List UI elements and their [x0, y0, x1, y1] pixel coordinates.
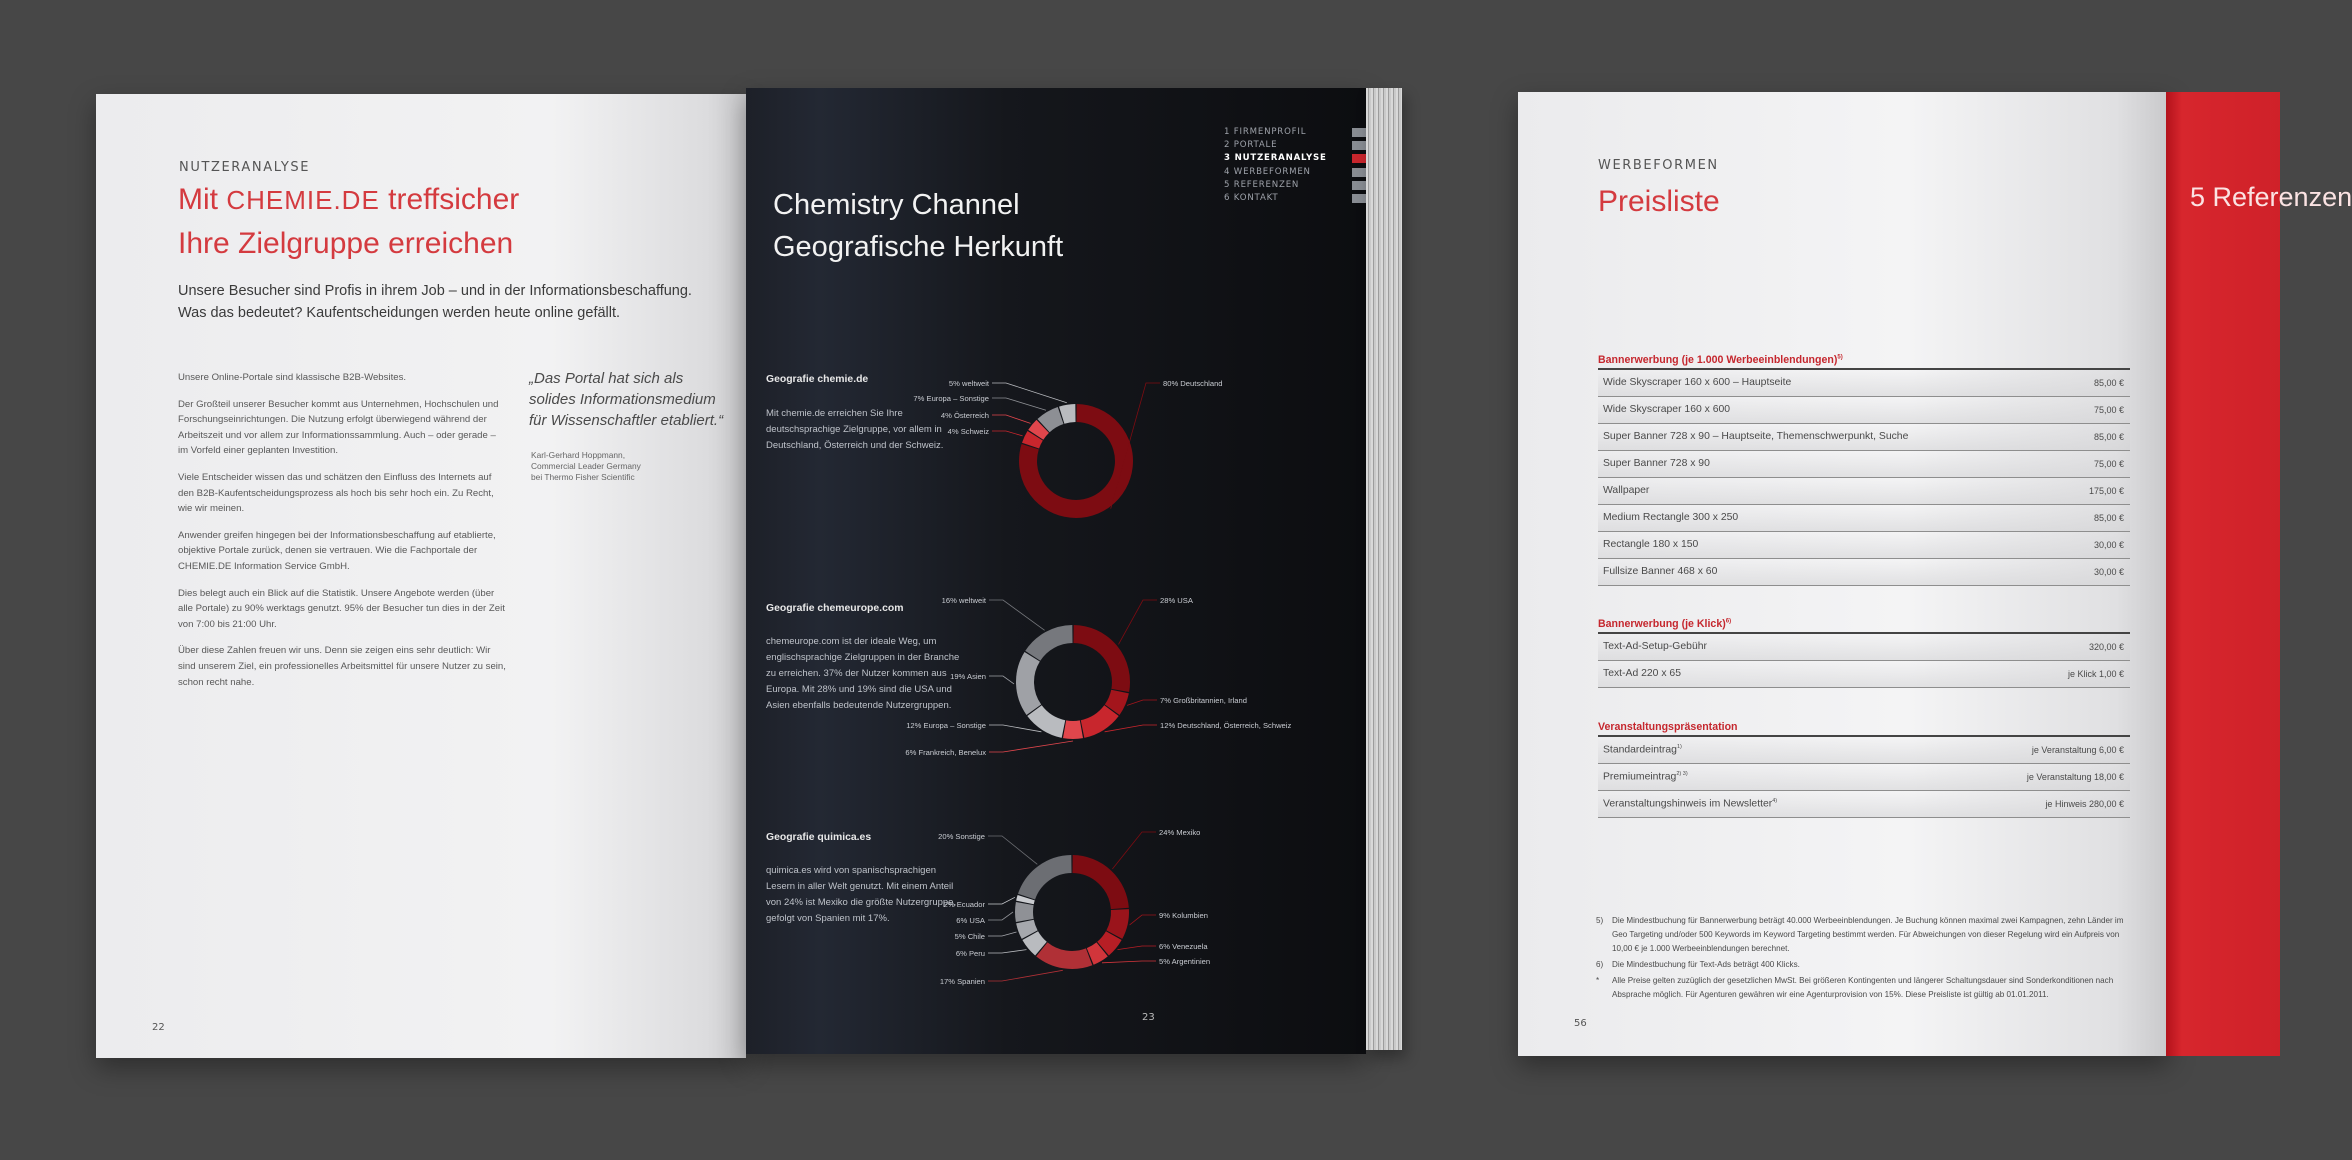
footnote: [1596, 958, 2136, 972]
price-row: [1598, 478, 2130, 505]
donut-label: 24% Mexiko: [1159, 828, 1201, 837]
donut-slice: [1090, 949, 1102, 956]
donut-slice: [1083, 711, 1112, 729]
donut-slice: [1027, 864, 1072, 897]
footnote: [1596, 914, 2136, 956]
price-label: Text-Ad-Setup-Gebühr: [1603, 641, 1707, 652]
price-value: 85,00 €: [2093, 513, 2124, 523]
donut-label: 4% Schweiz: [947, 427, 989, 436]
donut-slice: [1025, 922, 1030, 935]
donut-label: 17% Spanien: [939, 977, 985, 986]
leader-line: [989, 600, 1045, 630]
footnote-mark: *: [1596, 976, 1600, 985]
leader-line: [989, 741, 1073, 752]
geo-quimica-title: Geografie quimica.es: [766, 832, 872, 843]
price-group-veranstaltung: [1598, 721, 2130, 818]
lead-paragraph: Unsere Besucher sind Profis in ihrem Job – und in der Informationsbeschaffung. Was das bedeutet? Kaufentscheidungen werden heute online gefällt.: [178, 283, 692, 321]
quote-author-name: Karl-Gerhard Hoppmann,: [531, 450, 626, 460]
footnote-mark: 5): [1596, 916, 1604, 925]
price-label: Rectangle 180 x 150: [1603, 539, 1699, 550]
donut-label: 7% Europa – Sonstige: [913, 394, 989, 403]
donut-label: 12% Deutschland, Österreich, Schweiz: [1160, 721, 1292, 730]
paragraph: Dies belegt auch ein Blick auf die Statistik. Unsere Angebote werden (über alle Portale) zu 90% werktags genutzt. 95% der Besucher tun dies in der Zeit von 7:00 bis 21:00 Uhr.: [178, 587, 505, 630]
page-referenzen-edge: [2166, 92, 2352, 1056]
donut-label: 5% weltweit: [948, 379, 989, 388]
geo-chemie-title: Geografie chemie.de: [766, 374, 869, 385]
donut-label: 6% Peru: [955, 949, 985, 958]
page-number: 22: [152, 1022, 165, 1033]
donut-slice: [1044, 416, 1061, 426]
page-number: 56: [1574, 1018, 1587, 1029]
paragraph: Viele Entscheider wissen das und schätzen den Einfluss des Internets auf den B2B-Kaufentscheidungsprozess als hoch bis sehr hoch ein. Zu Recht, wie wir meinen.: [178, 471, 494, 515]
leader-line: [988, 932, 1017, 936]
quote-author: [531, 450, 641, 483]
footnote-text: Die Mindestbuchung für Text-Ads beträgt 400 Klicks.: [1612, 960, 1800, 969]
price-label: [1603, 771, 1688, 782]
donut-slice: [1114, 910, 1120, 935]
price-label-text: Veranstaltungshinweis im Newsletter: [1603, 798, 1773, 810]
price-value: 75,00 €: [2093, 405, 2124, 415]
page-edges: [1366, 88, 1402, 1050]
donut-slice: [1030, 936, 1041, 949]
price-label: Medium Rectangle 300 x 250: [1603, 512, 1739, 523]
section-label: NUTZERANALYSE: [179, 160, 311, 175]
price-value: 75,00 €: [2093, 459, 2124, 469]
leader-line: [992, 431, 1023, 436]
paragraph: Über diese Zahlen freuen wir uns. Denn sie zeigen eins sehr deutlich: Wir sind unserem Ziel, ein professionelles Arbeitsmittel für unsere Nutzer zu sein, schon recht nahe.: [178, 645, 506, 688]
price-row: [1598, 397, 2130, 424]
leader-line: [992, 398, 1046, 410]
toc-label: 5 REFERENZEN: [1224, 179, 1300, 190]
brochure-spread: [96, 88, 1406, 1058]
paragraph: Anwender greifen hingegen bei der Informationsbeschaffung auf etablierte, objektive Portale zurück, denen sie vertrauen. Wie die Fachportale der CHEMIE.DE Information Service GmbH.: [178, 529, 496, 572]
paragraph: Der Großteil unserer Besucher kommt aus Unternehmen, Hochschulen und Forschungseinrichtungen. Die Nutzung erfolgt überwiegend während der Arbeitszeit und vor allem zur Informationssammlung. Auch – oder gerade – im Vorfeld einer geplanten Investition.: [178, 398, 499, 457]
price-label: [1603, 798, 1777, 809]
footnote: [1596, 974, 2136, 1002]
headline-brand: CHEMIE.DE: [226, 185, 380, 215]
toc-label: 1 FIRMENPROFIL: [1224, 127, 1307, 137]
leader-line: [1119, 600, 1158, 644]
price-row: [1598, 532, 2130, 559]
quote-author-company: bei Thermo Fisher Scientific: [531, 472, 635, 482]
toc-label: 2 PORTALE: [1224, 140, 1278, 151]
price-value: 85,00 €: [2093, 378, 2124, 388]
footnote-text: Alle Preise gelten zuzüglich der gesetzlichen MwSt. Bei größeren Kontingenten und längerer Schaltungsdauer sind Sonderkonditionen nach Absprache möglich. Für Agenturen gewähren wir eine Agenturprovision von 15%. Diese Preisliste ist gültig ab 01.01.2011.: [1612, 976, 2114, 999]
leader-line: [1105, 725, 1157, 732]
price-row: [1598, 559, 2130, 586]
leader-line: [989, 725, 1041, 732]
donut-label: 7% Großbritannien, Irland: [1160, 696, 1247, 705]
price-row: [1598, 505, 2130, 532]
donut-label: 20% Sonstige: [938, 832, 985, 841]
price-label: Wallpaper: [1603, 485, 1650, 496]
leader-line: [988, 897, 1015, 904]
page-headline: Preisliste: [1598, 185, 1720, 218]
group-title-text: Bannerwerbung (je 1.000 Werbeeinblendungen): [1598, 354, 1838, 366]
price-row: [1598, 370, 2130, 397]
price-value: 85,00 €: [2093, 432, 2124, 442]
headline-text: Geografische Herkunft: [773, 231, 1064, 263]
donut-label: 2% Ecuador: [943, 900, 985, 909]
donut-slice: [1024, 904, 1025, 921]
donut-slice: [1103, 936, 1114, 949]
donut-label: 28% USA: [1160, 596, 1193, 605]
section-label: WERBEFORMEN: [1598, 158, 1719, 173]
toc-label: 6 KONTAKT: [1224, 192, 1279, 203]
footnote-ref: 5): [1837, 354, 1843, 361]
leader-line: [988, 950, 1027, 953]
price-group-title: [1598, 721, 2130, 737]
leader-line: [988, 970, 1063, 981]
donut-slice: [1025, 898, 1026, 903]
donut-slice: [1112, 692, 1120, 710]
geo-chemeurope-text: chemeurope.com ist der ideale Weg, um englischsprachige Zielgruppen in der Branche zu erreichen. 37% der Nutzer kommen aus Europa. Mit 28% und 19% sind die USA und Asien ebenfalls bedeutende Nutzergruppen.: [766, 636, 960, 711]
donut-charts: [746, 88, 1366, 1054]
donut-label: 80% Deutschland: [1163, 379, 1223, 388]
price-value: 175,00 €: [2088, 486, 2124, 496]
price-label-text: Premiumeintrag: [1603, 771, 1677, 783]
geo-chemeurope-title: Geografie chemeurope.com: [766, 603, 904, 614]
donut-label: 6% Venezuela: [1159, 942, 1208, 951]
price-label: [1603, 744, 1682, 755]
donut-label: 5% Argentinien: [1159, 957, 1211, 966]
page-nutzeranalyse: [96, 94, 746, 1058]
donut-slice: [1073, 864, 1120, 908]
leader-line: [1102, 961, 1156, 963]
price-label: Text-Ad 220 x 65: [1603, 668, 1681, 679]
footnote-ref: 1): [1676, 744, 1682, 750]
group-title-text: Veranstaltungspräsentation: [1598, 721, 1738, 733]
quote-author-role: Commercial Leader Germany: [531, 461, 641, 471]
leader-line: [992, 383, 1067, 403]
leader-line: [989, 676, 1014, 684]
donut-label: 16% weltweit: [941, 596, 986, 605]
price-value: 30,00 €: [2093, 567, 2124, 577]
page-preisliste: [1518, 92, 2168, 1056]
geo-quimica-text: quimica.es wird von spanischsprachigen Lesern in aller Welt genutzt. Mit einem Anteil von 24% ist Mexiko die größte Nutzergruppe, gefolgt von Spanien mit 17%.: [766, 865, 957, 924]
geo-chemie-text: Mit chemie.de erreichen Sie Ihre deutschsprachige Zielgruppe, vor allem in Deutschland, Österreich und der Schweiz.: [766, 408, 944, 451]
price-group-title: [1598, 618, 2130, 634]
price-row: [1598, 737, 2130, 764]
footnote-ref: 6): [1725, 618, 1732, 625]
price-label: Super Banner 728 x 90: [1603, 458, 1710, 469]
donut-slice: [1033, 634, 1073, 656]
leader-line: [988, 836, 1037, 864]
donut-label: 12% Europa – Sonstige: [906, 721, 986, 730]
donut-label: 19% Asien: [950, 672, 986, 681]
donut-label: 6% USA: [956, 916, 985, 925]
price-group-klick: [1598, 618, 2130, 688]
headline-text: treffsicher: [379, 183, 520, 216]
footnote-mark: 6): [1596, 960, 1604, 969]
donut-slice: [1042, 949, 1089, 960]
price-row: [1598, 451, 2130, 478]
body-text: [178, 370, 508, 701]
price-label-text: Standardeintrag: [1603, 744, 1677, 756]
price-value: 320,00 €: [2088, 642, 2124, 652]
donut-slice: [1036, 426, 1043, 434]
donut-label: 4% Österreich: [940, 411, 989, 420]
donut-label: 6% Frankreich, Benelux: [905, 748, 986, 757]
leader-line: [992, 415, 1031, 423]
donut-slice: [1025, 657, 1034, 710]
page-number: 23: [1142, 1012, 1155, 1023]
headline-text: Mit: [178, 183, 227, 216]
page-headline: [178, 178, 519, 266]
price-value: je Klick 1,00 €: [2067, 669, 2124, 679]
donut-label: 5% Chile: [954, 932, 985, 941]
group-title-text: Bannerwerbung (je Klick): [1598, 618, 1726, 630]
price-label: Super Banner 728 x 90 – Hauptseite, Themenschwerpunkt, Suche: [1603, 431, 1909, 442]
price-value: 30,00 €: [2093, 540, 2124, 550]
price-label: Wide Skyscraper 160 x 600: [1603, 404, 1731, 415]
price-row: [1598, 634, 2130, 661]
next-page-title: 5 Referenzen: [2190, 182, 2352, 212]
headline-text: Chemistry Channel: [773, 189, 1020, 221]
donut-slice: [1035, 711, 1064, 729]
donut-slice: [1074, 634, 1121, 690]
price-label: Wide Skyscraper 160 x 600 – Hauptseite: [1603, 377, 1792, 388]
footnote-ref: 4): [1772, 798, 1778, 804]
leader-line: [988, 912, 1013, 920]
page-geografie: [746, 88, 1366, 1054]
footnotes: [1596, 914, 2136, 1004]
pull-quote: „Das Portal hat sich als solides Informationsmedium für Wissenschaftler etabliert.“: [529, 370, 724, 429]
headline-text: Ihre Zielgruppe erreichen: [178, 227, 514, 260]
toc-label: 4 WERBEFORMEN: [1224, 166, 1311, 177]
donut-slice: [1031, 436, 1036, 446]
footnote-ref: 2) 3): [1676, 771, 1688, 777]
donut-slice: [1065, 729, 1082, 730]
price-row: [1598, 424, 2130, 451]
paragraph: Unsere Online-Portale sind klassische B2B-Websites.: [178, 372, 407, 383]
price-row: [1598, 661, 2130, 688]
price-row: [1598, 764, 2130, 791]
leader-line: [1130, 915, 1156, 925]
donut-slice: [1062, 413, 1076, 415]
price-value: je Veranstaltung 18,00 €: [2026, 772, 2124, 782]
price-group-banner: [1598, 354, 2130, 586]
leader-line: [1127, 700, 1157, 705]
price-group-title: [1598, 354, 2130, 370]
price-value: je Veranstaltung 6,00 €: [2031, 745, 2124, 755]
leader-line: [1118, 946, 1157, 950]
price-label: Fullsize Banner 468 x 60: [1603, 566, 1718, 577]
price-value: je Hinweis 280,00 €: [2045, 799, 2124, 809]
price-row: [1598, 791, 2130, 818]
footnote-text: Die Mindestbuchung für Bannerwerbung beträgt 40.000 Werbeeinblendungen. Je Buchung können maximal zwei Kampagnen, zehn Länder im Geo Targeting und/oder 500 Keywords im Keyword Targeting bestimmt werden. Für Abweichungen von dieser Regelung wird ein Aufpreis von 10,00 € je 1.000 Werbeeinblendungen berechnet.: [1612, 916, 2124, 953]
leader-line: [1112, 832, 1156, 869]
toc-label: 3 NUTZERANALYSE: [1224, 153, 1327, 164]
donut-label: 9% Kolumbien: [1159, 911, 1208, 920]
